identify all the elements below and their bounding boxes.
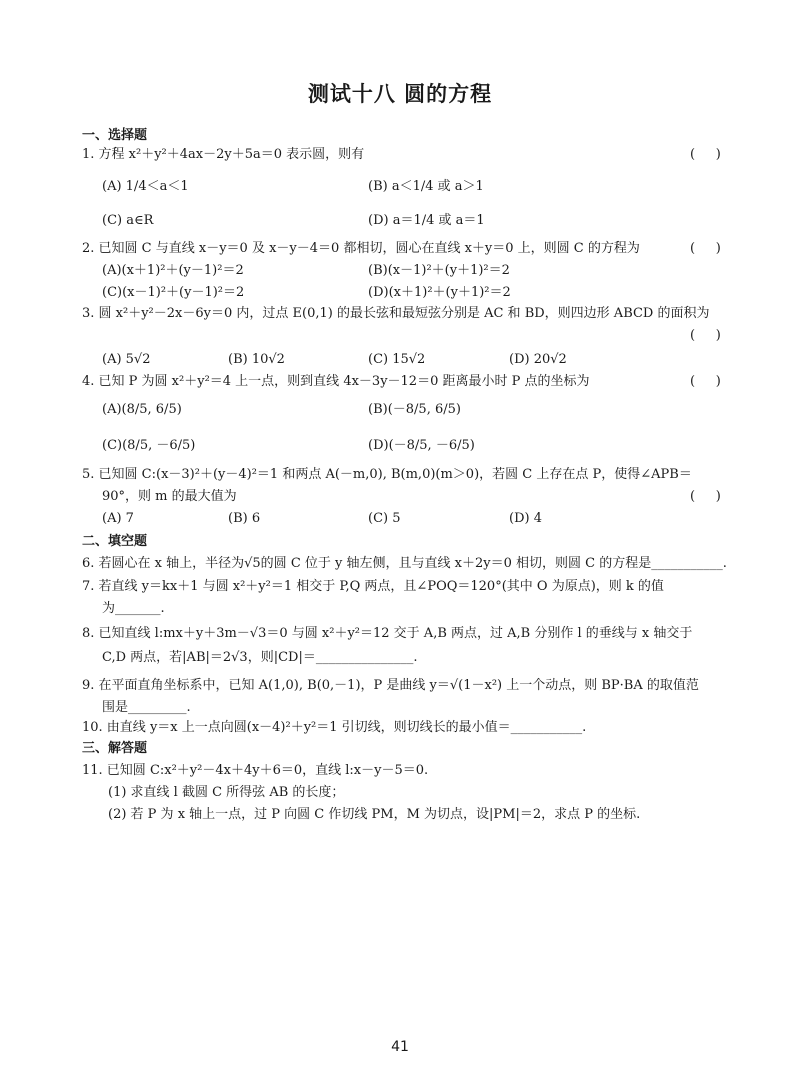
page-number: 41 xyxy=(391,1039,409,1055)
question-4-stem: 4. 已知 P 为圆 x²＋y²＝4 上一点，则到直线 4x－3y－12＝0 距离最小时 P 点的坐标为 xyxy=(82,374,590,389)
answer-blank-q2: ( ) xyxy=(690,241,721,256)
question-10: 10. 由直线 y＝x 上一点向圆(x－4)²＋y²＝1 引切线，则切线长的最小值＝___________. xyxy=(82,720,587,735)
question-1-stem: 1. 方程 x²＋y²＋4ax－2y＋5a＝0 表示圆，则有 xyxy=(82,147,365,162)
q5-option-b: (B) 6 xyxy=(228,511,261,526)
answer-blank-q5: ( ) xyxy=(690,489,721,504)
question-3-stem: 3. 圆 x²＋y²－2x－6y＝0 内，过点 E(0,1) 的最长弦和最短弦分别是 AC 和 BD，则四边形 ABCD 的面积为 xyxy=(82,306,710,321)
q2-option-b: (B)(x－1)²＋(y＋1)²＝2 xyxy=(368,263,510,278)
q1-option-a: (A) 1/4＜a＜1 xyxy=(102,179,189,194)
q1-option-d: (D) a＝1/4 或 a＝1 xyxy=(368,213,485,228)
question-9-line2: 围是_________. xyxy=(102,700,191,715)
question-5-stem-line1: 5. 已知圆 C:(x－3)²＋(y－4)²＝1 和两点 A(－m,0), B(m,0)(m＞0)，若圆 C 上存在点 P，使得∠APB＝ xyxy=(82,467,692,482)
q4-option-b: (B)(－8/5, 6/5) xyxy=(368,402,461,417)
question-8-line1: 8. 已知直线 l:mx＋y＋3m－√3＝0 与圆 x²＋y²＝12 交于 A,B 两点，过 A,B 分别作 l 的垂线与 x 轴交于 xyxy=(82,626,693,641)
question-11-part2: (2) 若 P 为 x 轴上一点，过 P 向圆 C 作切线 PM，M 为切点，设|PM|＝2，求点 P 的坐标. xyxy=(108,807,641,822)
question-2-stem: 2. 已知圆 C 与直线 x－y＝0 及 x－y－4＝0 都相切，圆心在直线 x＋y＝0 上，则圆 C 的方程为 xyxy=(82,241,640,256)
q1-option-c: (C) a∈R xyxy=(102,213,154,228)
q5-option-d: (D) 4 xyxy=(509,511,542,526)
section-heading-solve: 三、解答题 xyxy=(82,741,148,756)
question-11: 11. 已知圆 C:x²＋y²－4x＋4y＋6＝0，直线 l:x－y－5＝0. xyxy=(82,763,429,778)
question-7-line2: 为_______. xyxy=(102,601,165,616)
q3-option-d: (D) 20√2 xyxy=(509,352,567,367)
page-title: 测试十八 圆的方程 xyxy=(307,82,493,106)
question-11-part1: (1) 求直线 l 截圆 C 所得弦 AB 的长度； xyxy=(108,785,345,800)
question-7-line1: 7. 若直线 y＝kx＋1 与圆 x²＋y²＝1 相交于 P,Q 两点，且∠POQ＝120°(其中 O 为原点)，则 k 的值 xyxy=(82,579,664,594)
question-5-stem-line2: 90°，则 m 的最大值为 xyxy=(102,489,237,504)
q4-option-c: (C)(8/5, －6/5) xyxy=(102,438,196,453)
section-heading-fill: 二、填空题 xyxy=(82,534,148,549)
q4-option-a: (A)(8/5, 6/5) xyxy=(102,402,182,417)
q2-option-d: (D)(x＋1)²＋(y＋1)²＝2 xyxy=(368,285,511,300)
q3-option-c: (C) 15√2 xyxy=(368,352,426,367)
q5-option-a: (A) 7 xyxy=(102,511,134,526)
answer-blank-q1: ( ) xyxy=(690,147,721,162)
question-8-line2: C,D 两点，若|AB|＝2√3，则|CD|＝_______________. xyxy=(102,650,418,665)
answer-blank-q3: ( ) xyxy=(690,328,721,343)
q1-option-b: (B) a＜1/4 或 a＞1 xyxy=(368,179,484,194)
question-6: 6. 若圆心在 x 轴上，半径为√5的圆 C 位于 y 轴左侧，且与直线 x＋2y＝0 相切，则圆 C 的方程是___________. xyxy=(82,556,727,571)
q2-option-a: (A)(x＋1)²＋(y－1)²＝2 xyxy=(102,263,244,278)
answer-blank-q4: ( ) xyxy=(690,374,721,389)
q5-option-c: (C) 5 xyxy=(368,511,401,526)
question-9-line1: 9. 在平面直角坐标系中，已知 A(1,0), B(0,－1)，P 是曲线 y＝√(1－x²) 上一个动点，则 BP·BA 的取值范 xyxy=(82,678,699,693)
q2-option-c: (C)(x－1)²＋(y－1)²＝2 xyxy=(102,285,245,300)
q3-option-b: (B) 10√2 xyxy=(228,352,285,367)
section-heading-choice: 一、选择题 xyxy=(82,128,148,143)
q4-option-d: (D)(－8/5, －6/5) xyxy=(368,438,475,453)
q3-option-a: (A) 5√2 xyxy=(102,352,151,367)
